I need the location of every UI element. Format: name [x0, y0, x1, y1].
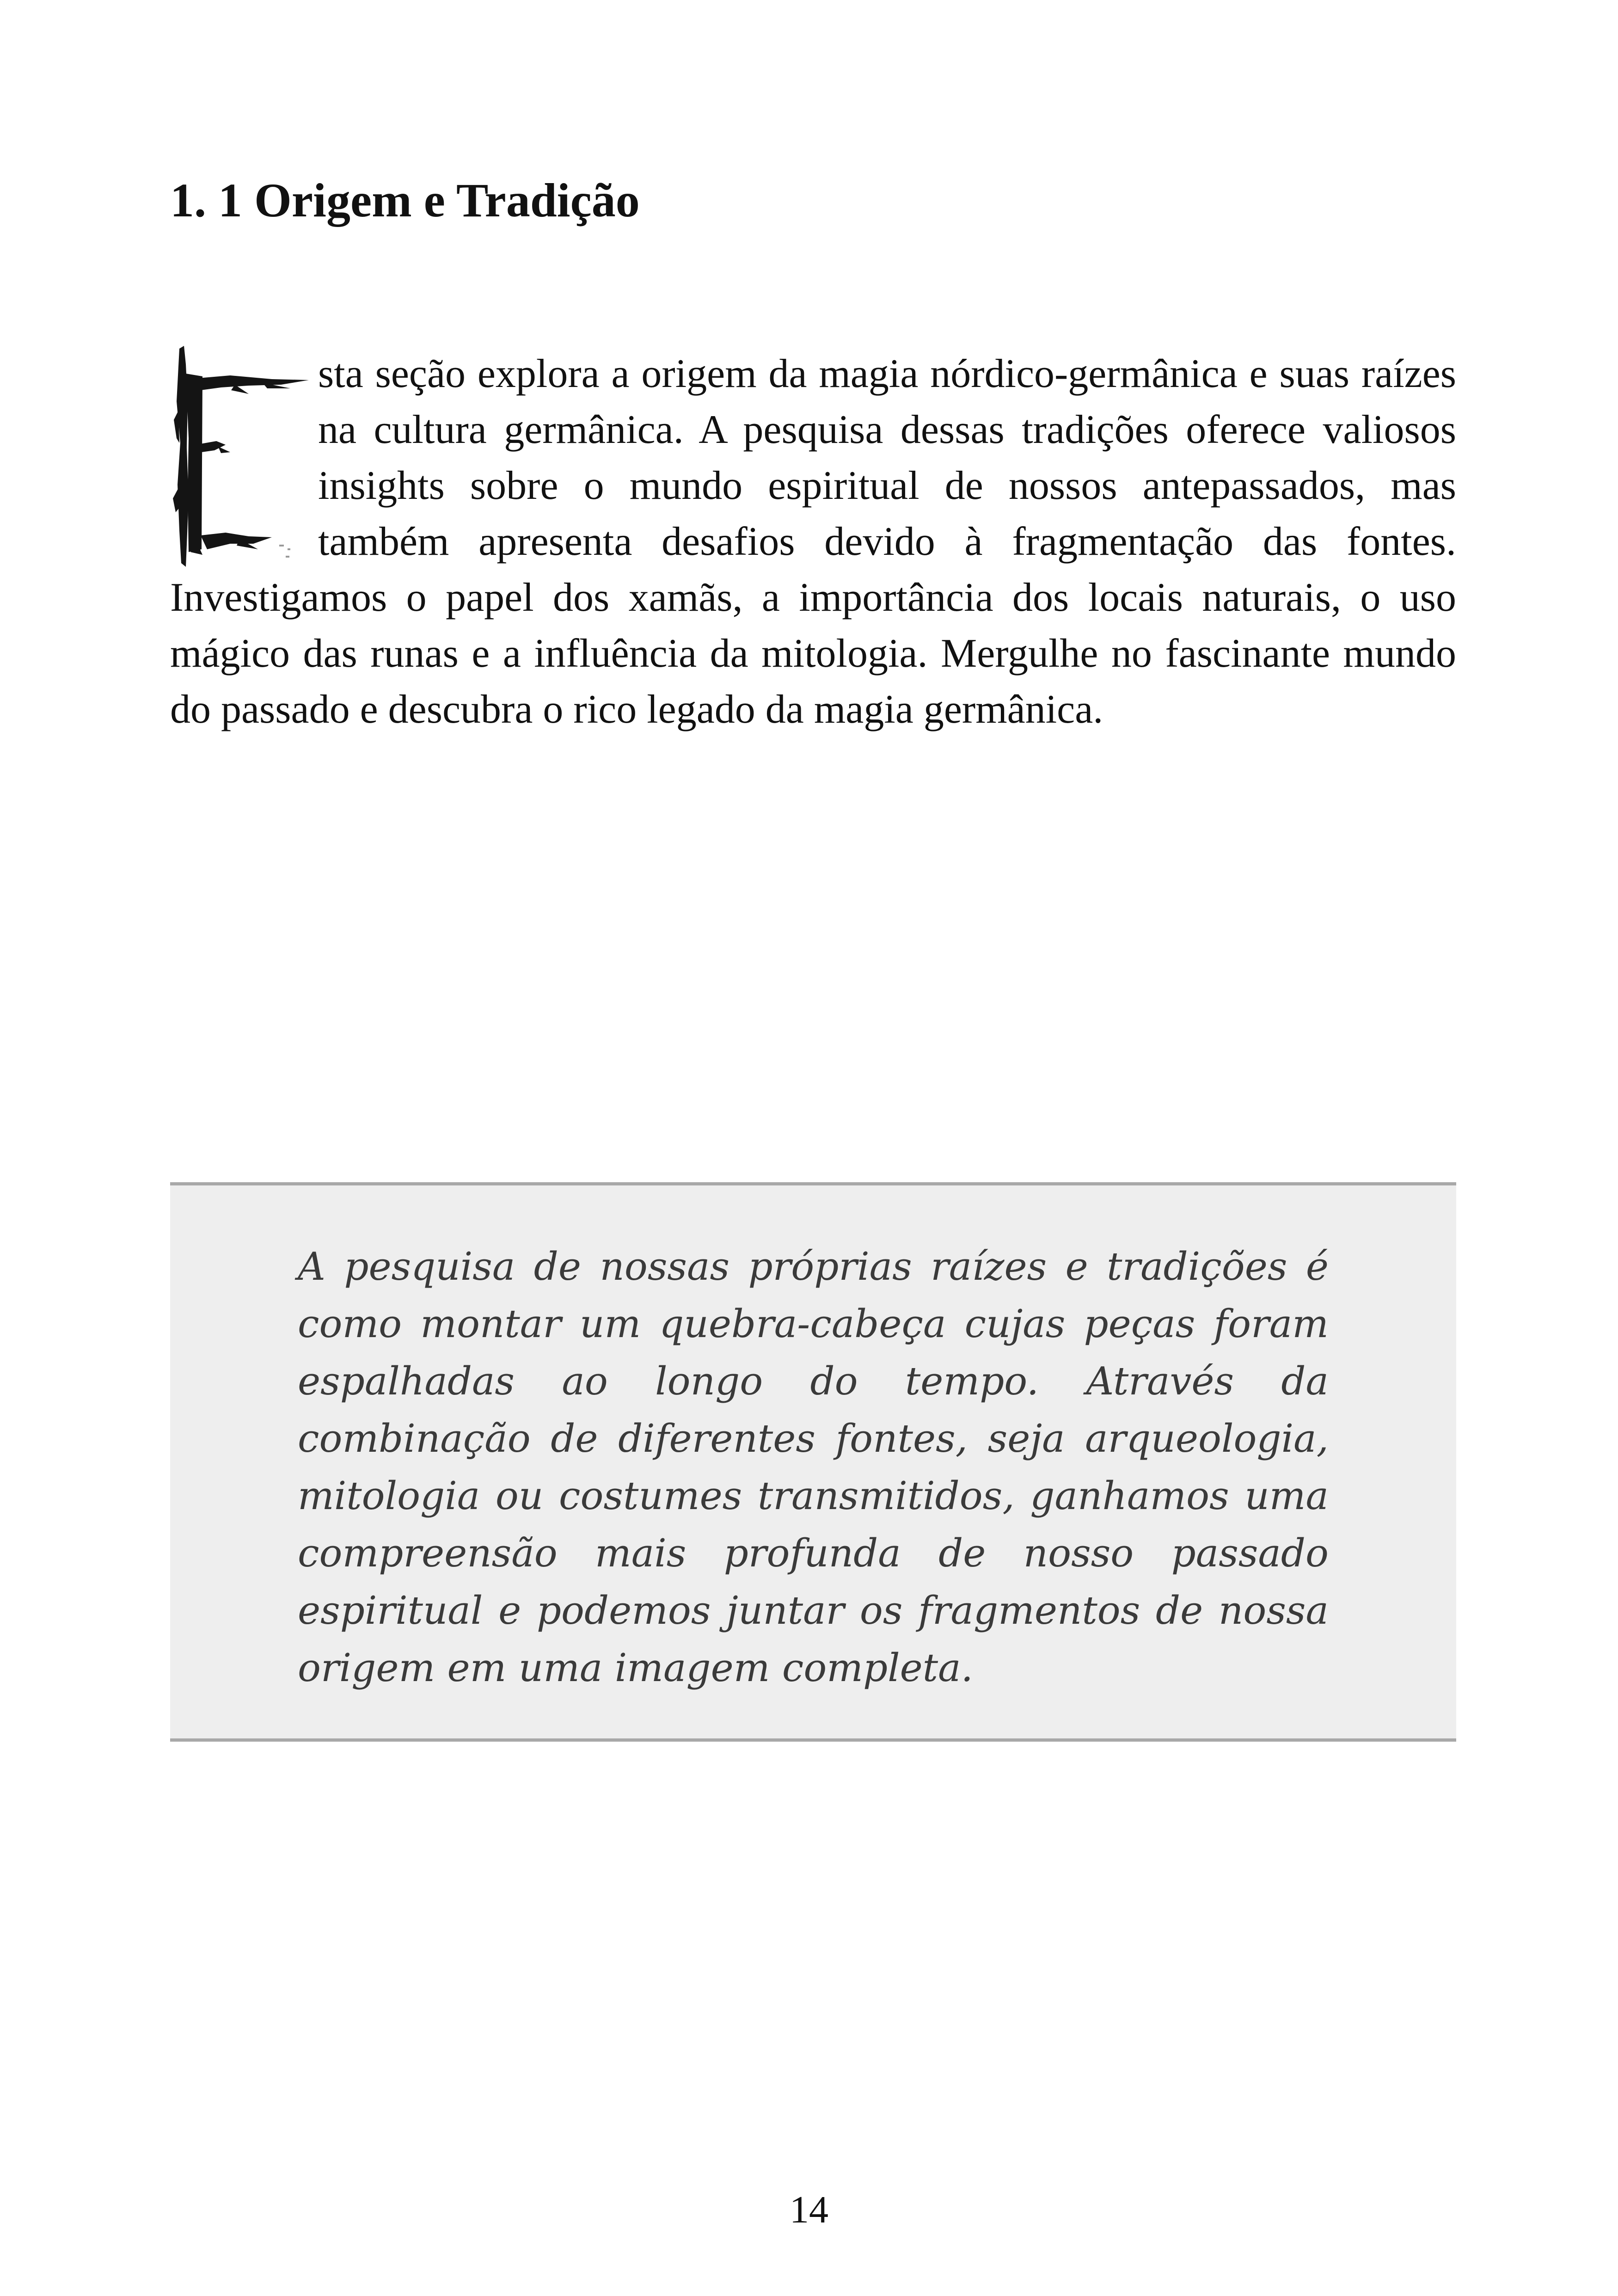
drop-cap-letter-e-icon — [170, 346, 318, 570]
page-number: 14 — [790, 2188, 828, 2231]
section-title: 1. 1 Origem e Tradição — [170, 174, 640, 227]
quote-text: A pesquisa de nossas próprias raízes e tradições é como montar um quebra-cabeça cujas peças foram espalhadas ao longo do tempo. Através da combinação de diferentes fontes, seja arqueologia, mitologia ou costumes transmitidos, ganhamos uma compreensão mais profunda de nosso passado espiritual e podemos juntar os fragmentos de nossa origem em uma imagem completa. — [298, 1244, 1329, 1690]
highlight-quote-box — [170, 1182, 1456, 1742]
intro-paragraph — [170, 346, 1456, 737]
intro-text: sta seção explora a origem da magia nórdico-germânica e suas raízes na cultura germânica. A pesquisa dessas tradições oferece valiosos insights sobre o mundo espiritual de nossos antepassados, mas também apresenta desafios devido à fragmentação das fontes. Investigamos o papel dos xamãs, a importância dos locais naturais, o uso mágico das runas e a influência da mitologia. Mergulhe no fascinante mundo do passado e descubra o rico legado da magia germânica. — [170, 351, 1456, 732]
